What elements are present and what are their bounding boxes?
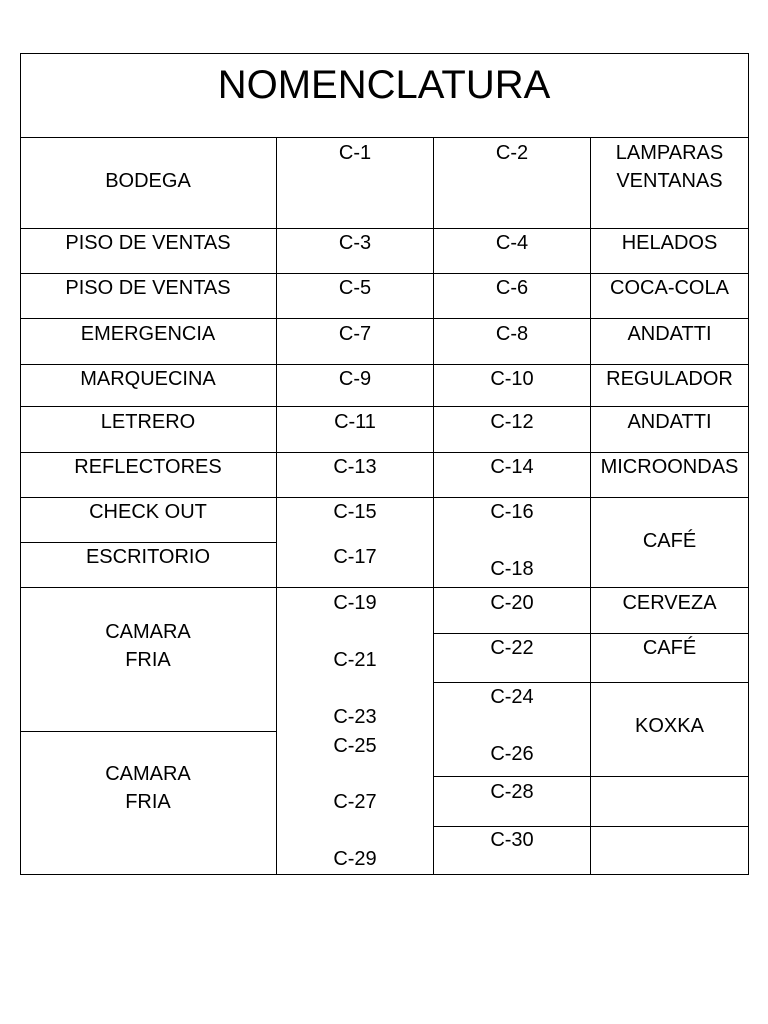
cell-label: LETRERO bbox=[100, 411, 196, 433]
row-line bbox=[20, 406, 749, 407]
page-title: NOMENCLATURA bbox=[217, 63, 551, 107]
cell-circuit: C-25 bbox=[333, 735, 377, 757]
cell-circuit: C-16 bbox=[490, 501, 534, 523]
cell-use: MICROONDAS bbox=[600, 456, 739, 478]
cell-circuit: C-4 bbox=[495, 232, 529, 254]
cell-use: KOXKA bbox=[635, 715, 704, 737]
cell-circuit: C-13 bbox=[333, 456, 377, 478]
cell-circuit: C-15 bbox=[333, 501, 377, 523]
cell-circuit: C-1 bbox=[338, 142, 372, 164]
border-right bbox=[748, 53, 749, 875]
cell-label: CAMARA bbox=[105, 763, 191, 785]
row-line-partial bbox=[433, 776, 749, 777]
cell-circuit: C-26 bbox=[490, 743, 534, 765]
cell-circuit: C-21 bbox=[333, 649, 377, 671]
row-line bbox=[20, 318, 749, 319]
cell-circuit: C-23 bbox=[333, 706, 377, 728]
cell-label: CAMARA bbox=[105, 621, 191, 643]
cell-use: CAFÉ bbox=[642, 637, 697, 659]
cell-label: FRIA bbox=[125, 791, 171, 813]
cell-circuit: C-8 bbox=[495, 323, 529, 345]
cell-use: CAFÉ bbox=[642, 530, 697, 552]
cell-use: COCA-COLA bbox=[610, 277, 729, 299]
cell-circuit: C-2 bbox=[495, 142, 529, 164]
cell-circuit: C-20 bbox=[490, 592, 534, 614]
cell-circuit: C-3 bbox=[338, 232, 372, 254]
cell-label: ESCRITORIO bbox=[85, 546, 211, 568]
cell-use: REGULADOR bbox=[606, 368, 733, 390]
cell-circuit: C-17 bbox=[333, 546, 377, 568]
cell-label: PISO DE VENTAS bbox=[65, 232, 231, 254]
cell-circuit: C-22 bbox=[490, 637, 534, 659]
cell-label: EMERGENCIA bbox=[80, 323, 216, 345]
cell-label: MARQUECINA bbox=[80, 368, 216, 390]
cell-circuit: C-11 bbox=[334, 411, 376, 433]
cell-circuit: C-28 bbox=[490, 781, 534, 803]
cell-circuit: C-19 bbox=[333, 592, 377, 614]
cell-label: REFLECTORES bbox=[74, 456, 222, 478]
cell-circuit: C-7 bbox=[338, 323, 372, 345]
cell-label: BODEGA bbox=[105, 170, 191, 192]
cell-use: HELADOS bbox=[621, 232, 718, 254]
cell-use: CERVEZA bbox=[622, 592, 717, 614]
row-line-partial bbox=[20, 731, 277, 732]
cell-circuit: C-30 bbox=[490, 829, 534, 851]
cell-label: CHECK OUT bbox=[89, 501, 207, 523]
border-bottom bbox=[20, 874, 749, 875]
cell-use: ANDATTI bbox=[627, 323, 712, 345]
cell-circuit: C-9 bbox=[338, 368, 372, 390]
cell-use: ANDATTI bbox=[627, 411, 712, 433]
cell-circuit: C-24 bbox=[490, 686, 534, 708]
cell-circuit: C-5 bbox=[338, 277, 372, 299]
cell-circuit: C-27 bbox=[333, 791, 377, 813]
cell-use: VENTANAS bbox=[616, 170, 723, 192]
cell-label: FRIA bbox=[125, 649, 171, 671]
cell-label: PISO DE VENTAS bbox=[65, 277, 231, 299]
cell-circuit: C-10 bbox=[490, 368, 534, 390]
cell-circuit: C-6 bbox=[495, 277, 529, 299]
cell-use: LAMPARAS bbox=[615, 142, 724, 164]
cell-circuit: C-29 bbox=[333, 848, 377, 870]
row-line bbox=[20, 587, 749, 588]
cell-circuit: C-14 bbox=[490, 456, 534, 478]
cell-circuit: C-18 bbox=[490, 558, 534, 580]
cell-circuit: C-12 bbox=[490, 411, 534, 433]
border-top bbox=[20, 53, 749, 54]
title-divider bbox=[20, 137, 749, 138]
